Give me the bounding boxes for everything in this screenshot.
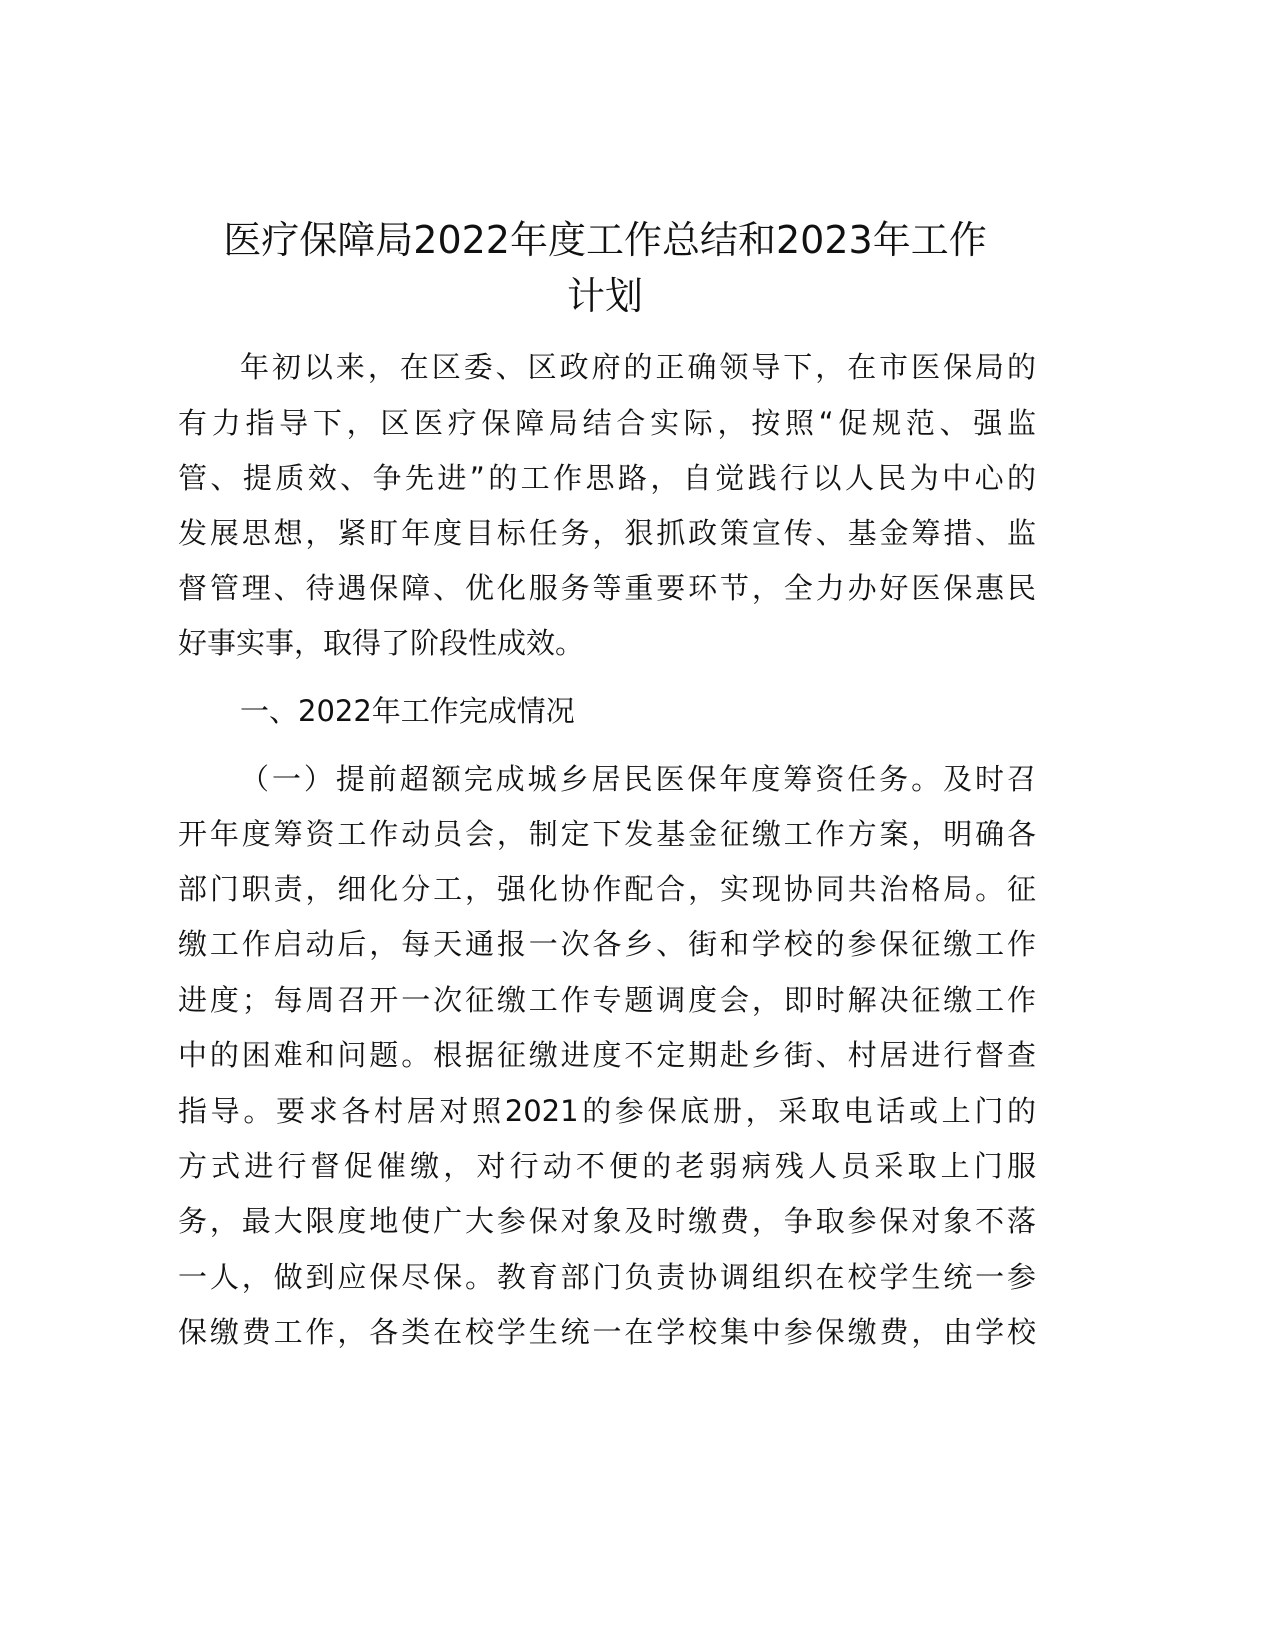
paragraph-line: 年初以来，在区委、区政府的正确领导下，在市医保局的 bbox=[240, 350, 1036, 384]
paragraph-line: 方式进行督促催缴，对行动不便的老弱病残人员采取上门服 bbox=[178, 1149, 1036, 1183]
section-heading: 一、2022年工作完成情况 bbox=[240, 694, 575, 728]
document-title-line-2: 计划 bbox=[566, 274, 643, 318]
paragraph-line: 中的困难和问题。根据征缴进度不定期赴乡街、村居进行督查 bbox=[178, 1038, 1036, 1072]
paragraph-line: 督管理、待遇保障、优化服务等重要环节，全力办好医保惠民 bbox=[178, 571, 1036, 605]
paragraph-line: （一）提前超额完成城乡居民医保年度筹资任务。及时召 bbox=[240, 762, 1036, 796]
paragraph-line: 开年度筹资工作动员会，制定下发基金征缴工作方案，明确各 bbox=[178, 817, 1036, 851]
paragraph-line: 缴工作启动后，每天通报一次各乡、街和学校的参保征缴工作 bbox=[178, 927, 1036, 961]
paragraph-line: 部门职责，细化分工，强化协作配合，实现协同共治格局。征 bbox=[178, 872, 1036, 906]
paragraph-line: 指导。要求各村居对照2021的参保底册，采取电话或上门的 bbox=[178, 1094, 1036, 1128]
paragraph-line: 务，最大限度地使广大参保对象及时缴费，争取参保对象不落 bbox=[178, 1204, 1036, 1238]
paragraph-line: 保缴费工作，各类在校学生统一在学校集中参保缴费，由学校 bbox=[178, 1315, 1036, 1349]
paragraph-line: 管、提质效、争先进”的工作思路，自觉践行以人民为中心的 bbox=[178, 461, 1036, 495]
document-title-line-1: 医疗保障局2022年度工作总结和2023年工作 bbox=[223, 218, 987, 262]
paragraph-line: 好事实事，取得了阶段性成效。 bbox=[178, 626, 585, 660]
paragraph-line: 进度；每周召开一次征缴工作专题调度会，即时解决征缴工作 bbox=[178, 983, 1036, 1017]
paragraph-line: 发展思想，紧盯年度目标任务，狠抓政策宣传、基金筹措、监 bbox=[178, 516, 1036, 550]
paragraph-line: 有力指导下，区医疗保障局结合实际，按照“促规范、强监 bbox=[178, 406, 1036, 440]
paragraph-line: 一人，做到应保尽保。教育部门负责协调组织在校学生统一参 bbox=[178, 1260, 1036, 1294]
